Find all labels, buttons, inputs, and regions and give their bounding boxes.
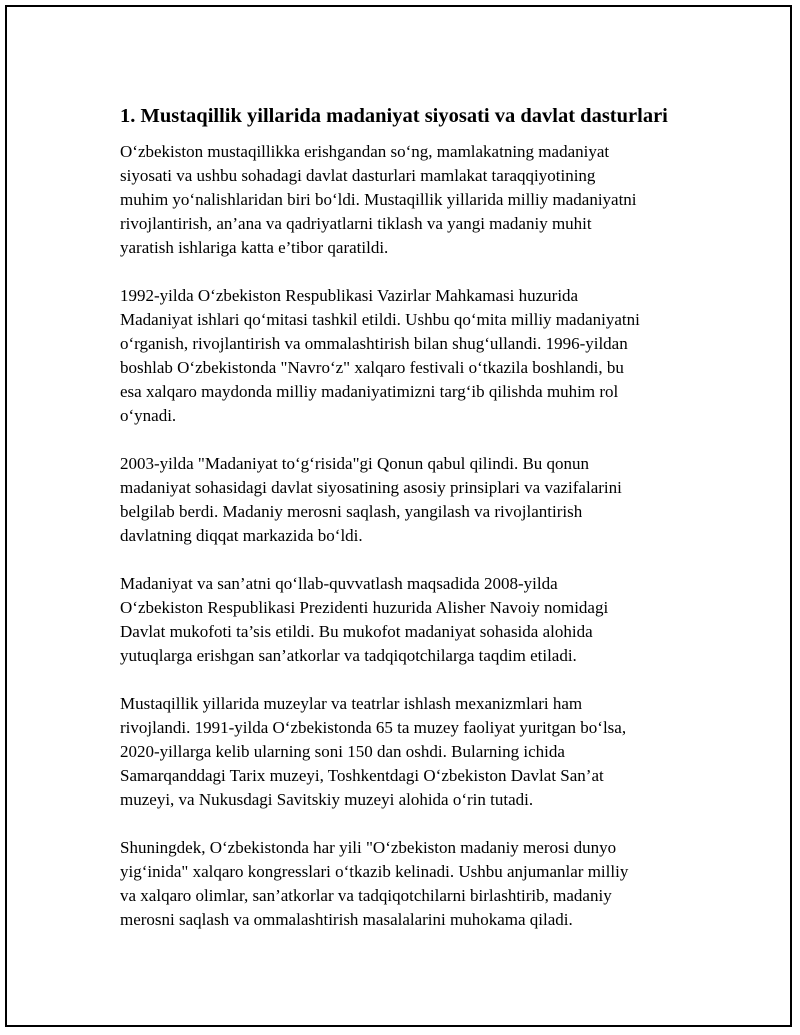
paragraph — [120, 692, 700, 812]
document-title: 1. Mustaqillik yillarida madaniyat siyosati va davlat dasturlari — [120, 105, 668, 127]
text-line: boshlab O‘zbekistonda "Navro‘z" xalqaro festivali o‘tkazila boshlandi, bu — [120, 358, 624, 377]
text-line: siyosati va ushbu sohadagi davlat dasturlari mamlakat taraqqiyotining — [120, 166, 596, 185]
paragraph — [120, 452, 700, 548]
text-line: merosni saqlash va ommalashtirish masalalarini muhokama qiladi. — [120, 910, 573, 929]
paragraph — [120, 572, 700, 668]
text-line: belgilab berdi. Madaniy merosni saqlash, yangilash va rivojlantirish — [120, 502, 583, 521]
text-line: madaniyat sohasidagi davlat siyosatining asosiy prinsiplari va vazifalarini — [120, 478, 622, 497]
document-body — [120, 102, 700, 956]
text-line: o‘rganish, rivojlantirish va ommalashtirish bilan shug‘ullandi. 1996-yildan — [120, 334, 628, 353]
text-line: Davlat mukofoti ta’sis etildi. Bu mukofot madaniyat sohasida alohida — [120, 622, 593, 641]
text-line: Madaniyat va san’atni qo‘llab-quvvatlash maqsadida 2008-yilda — [120, 574, 558, 593]
text-line: o‘ynadi. — [120, 406, 177, 425]
text-line: va xalqaro olimlar, san’atkorlar va tadqiqotchilarni birlashtirib, madaniy — [120, 886, 612, 905]
page-frame — [5, 5, 792, 1027]
text-line: Shuningdek, O‘zbekistonda har yili "O‘zbekiston madaniy merosi dunyo — [120, 838, 617, 857]
paragraph — [120, 284, 700, 428]
text-line: muhim yo‘nalishlaridan biri bo‘ldi. Mustaqillik yillarida milliy madaniyatni — [120, 190, 637, 209]
text-line: esa xalqaro maydonda milliy madaniyatimizni targ‘ib qilishda muhim rol — [120, 382, 619, 401]
text-line: muzeyi, va Nukusdagi Savitskiy muzeyi alohida o‘rin tutadi. — [120, 790, 534, 809]
text-line: O‘zbekiston mustaqillikka erishgandan so‘ng, mamlakatning madaniyat — [120, 142, 610, 161]
text-line: 2020-yillarga kelib ularning soni 150 dan oshdi. Bularning ichida — [120, 742, 565, 761]
text-line: rivojlantirish, an’ana va qadriyatlarni tiklash va yangi madaniy muhit — [120, 214, 592, 233]
text-line: 2003-yilda "Madaniyat to‘g‘risida"gi Qonun qabul qilindi. Bu qonun — [120, 454, 590, 473]
text-line: yig‘inida" xalqaro kongresslari o‘tkazib kelinadi. Ushbu anjumanlar milliy — [120, 862, 629, 881]
text-line: davlatning diqqat markazida bo‘ldi. — [120, 526, 363, 545]
paragraph — [120, 836, 700, 932]
text-line: Mustaqillik yillarida muzeylar va teatrlar ishlash mexanizmlari ham — [120, 694, 583, 713]
paragraph — [120, 140, 700, 260]
text-line: Samarqanddagi Tarix muzeyi, Toshkentdagi O‘zbekiston Davlat San’at — [120, 766, 604, 785]
text-line: yaratish ishlariga katta e’tibor qaratildi. — [120, 238, 389, 257]
text-line: 1992-yilda O‘zbekiston Respublikasi Vazirlar Mahkamasi huzurida — [120, 286, 579, 305]
text-line: yutuqlarga erishgan san’atkorlar va tadqiqotchilarga taqdim etiladi. — [120, 646, 577, 665]
text-line: Madaniyat ishlari qo‘mitasi tashkil etildi. Ushbu qo‘mita milliy madaniyatni — [120, 310, 640, 329]
text-line: O‘zbekiston Respublikasi Prezidenti huzurida Alisher Navoiy nomidagi — [120, 598, 609, 617]
text-line: rivojlandi. 1991-yilda O‘zbekistonda 65 ta muzey faoliyat yuritgan bo‘lsa, — [120, 718, 627, 737]
